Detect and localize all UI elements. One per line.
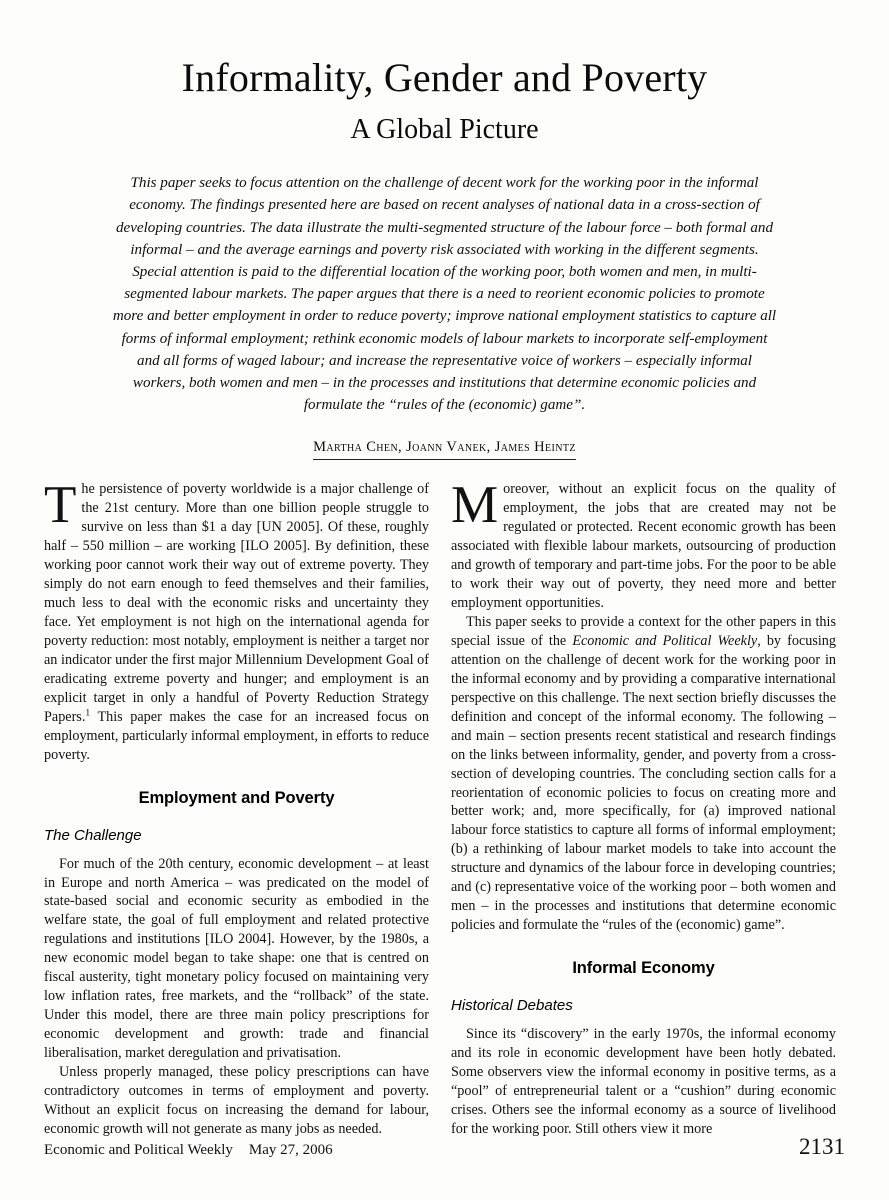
- paragraph-right-1: Moreover, without an explicit focus on the quality of employment, the jobs that are created may not be regulated or protected. Recent economic growth has been associated with flexible labour markets, outsourcing of production and growth of temporary and part-time jobs. For the poor to be able to work their way out of poverty, they need more and better employment opportunities.: [451, 476, 836, 611]
- paragraph-opening-text: The persistence of poverty worldwide is a major challenge of the 21st century. More than one billion people struggle to survive on less than $1 a day [UN 2005]. Of these, roughly half – 550 million – are working [ILO 2005]. By definition, these working poor cannot work their way out of extreme poverty. They simply do not earn enough to feed themselves and their families, much less to deal with the economic risks and uncertainty they face. Yet employment is not high on the international agenda for poverty reduction: most notably, employment is neither a target nor an indicator under the first major Millennium Development Goal of eradicating extreme poverty and hunger; and employment is an explicit target in only a handful of Poverty Reduction Strategy Papers.: [44, 476, 429, 725]
- paragraph-left-3: Unless properly managed, these policy prescriptions can have contradictory outcomes in terms of employment and poverty. Without an explicit focus on increasing the demand for labour, economic growth will not generate as many jobs as needed.: [44, 1064, 429, 1137]
- footer-date: May 27, 2006: [248, 1142, 333, 1158]
- body-columns: [44, 476, 845, 1139]
- paragraph-left-2: For much of the 20th century, economic development – at least in Europe and north America – was predicated on the model of state-based social and economic security as embodied in the welfare state, the goal of full employment and related protective regulations and institutions [ILO 2004]. However, by the 1980s, a new economic model began to take shape: one that is centred on fiscal austerity, tight monetary policy focused on maintaining very low inflation rates, free markets, and the “rollback” of the state. Under this model, there are three main policy prescriptions for economic development and growth: trade and financial liberalisation, market deregulation and privatisation.: [44, 855, 429, 1062]
- abstract: This paper seeks to focus attention on the challenge of decent work for the working poor in the informal economy. The findings presented here are based on recent analyses of national data in a cross-section of developing countries. The data illustrate the multi-segmented structure of the labour force – both formal and informal – and the average earnings and poverty risk associated with working in the different segments. Special attention is paid to the differential location of the working poor, both women and men, in multi-segmented labour markets. The paper argues that there is a need to reorient economic policies to promote more and better employment in order to reduce poverty; improve national employment statistics to capture all forms of informal employment; rethink economic models of labour markets to incorporate self-employment and all forms of waged labour; and increase the representative voice of workers – especially informal workers, both women and men – in the processes and institutions that determine economic policies and formulate the “rules of the (economic) game”.: [112, 175, 777, 414]
- left-column: [44, 476, 429, 1139]
- paragraph-right-2-before: This paper seeks to provide a context for the other papers in this special issue of the: [451, 613, 836, 649]
- page-subtitle: A Global Picture: [350, 114, 539, 145]
- subheading-historical-debates: Historical Debates: [451, 997, 573, 1015]
- footnote-marker[interactable]: 1: [85, 707, 91, 718]
- paragraph-opening-tail: This paper makes the case for an increased focus on employment, particularly informal employment, in efforts to reduce poverty.: [44, 708, 429, 763]
- footer-journal-name: Economic and Political Weekly: [44, 1142, 233, 1158]
- title-block: [0, 0, 889, 146]
- footer-journal-line: [44, 1142, 333, 1159]
- page-footer: [44, 1134, 845, 1160]
- paragraph-right-2: [451, 613, 836, 935]
- right-column: [451, 476, 836, 1139]
- author-byline: Martha Chen, Joann Vanek, James Heintz: [313, 439, 576, 460]
- paragraph-right-3: Since its “discovery” in the early 1970s, the informal economy and its role in economic development have been hotly debated. Some observers view the informal economy in positive terms, as a “pool” of entrepreneurial talent or a “cushion” during economic crises. Others see the informal economy as a source of livelihood for the working poor. Still others view it more: [451, 1026, 836, 1137]
- subheading-the-challenge: The Challenge: [44, 826, 142, 844]
- journal-title-italic: Economic and Political Weekly: [572, 632, 758, 649]
- byline-wrap: [0, 438, 889, 460]
- page-number: 2131: [799, 1134, 845, 1159]
- page-title: Informality, Gender and Poverty: [181, 55, 708, 100]
- section-heading-informal-economy: Informal Economy: [572, 959, 715, 978]
- paragraph-opening: [44, 476, 429, 764]
- section-heading-employment-and-poverty: Employment and Poverty: [138, 788, 335, 807]
- paragraph-right-2-after: , by focusing attention on the challenge of decent work for the working poor in the informal economy and by providing a comparative international perspective on this challenge. The next section briefly discusses the definition and concept of the informal economy. The following – and main – section presents recent statistical and research findings on the links between informality, gender, and poverty from a cross-section of developing countries. The concluding section calls for a reorientation of economic policies to focus on creating more and better work; and, more specifically, for (a) improved national labour force statistics to capture all forms of informal employment; (b) a rethinking of labour market models to take into account the structure and dynamics of the labour force in developing countries; and (c) representative voice of the working poor – both women and men – in the processes and institutions that determine economic policies and formulate the “rules of the (economic) game”.: [451, 632, 836, 934]
